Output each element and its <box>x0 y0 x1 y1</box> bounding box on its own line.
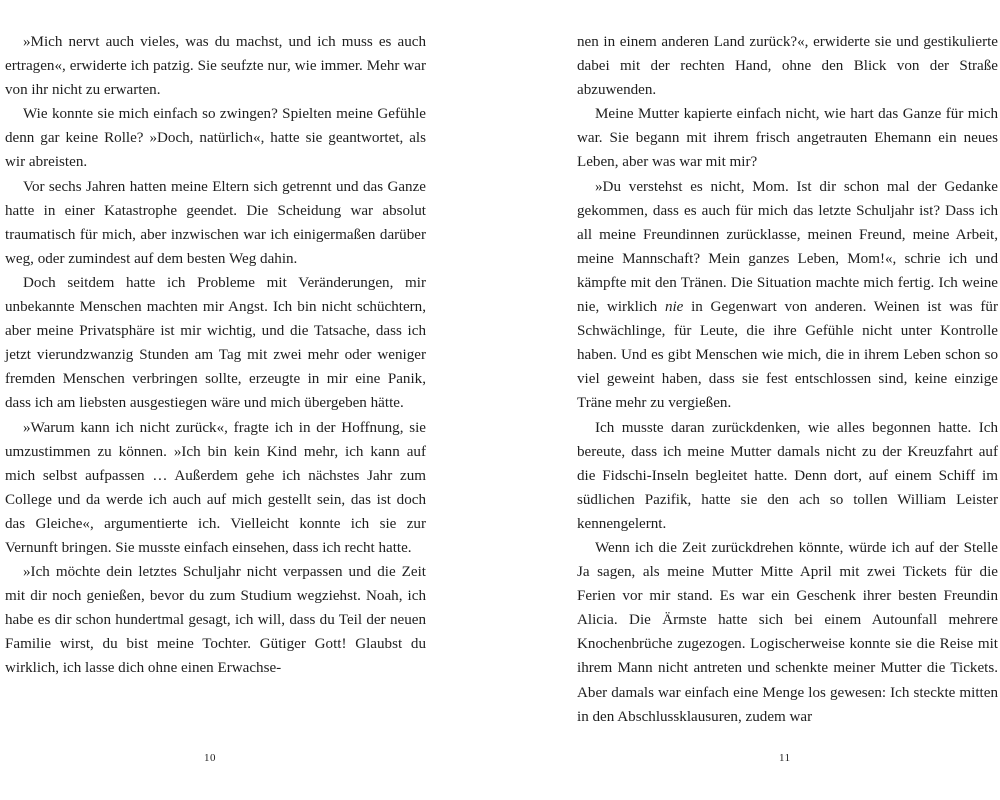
right-paragraph-3: Ich musste daran zurückdenken, wie alles begonnen hatte. Ich bereute, dass ich meine Mutter damals nicht zu der Kreuzfahrt auf die Fidschi-Inseln begleitet hatte. Denn dort, auf einem Schiff im südlichen Pazifik, hatte sie den ach so tollen William Leister kennengelernt. <box>577 419 998 532</box>
left-page <box>5 30 426 730</box>
left-paragraph-6: »Ich möchte dein letztes Schuljahr nicht verpassen und die Zeit mit dir noch genießen, bevor du zum Studium wegziehst. Noah, ich habe es dir schon hundertmal gesagt, ich will, dass du Teil der neuen Familie wirst, du bist meine Tochter. Gütiger Gott! Glaubst du wirklich, ich lasse dich ohne einen Erwachse- <box>5 564 426 677</box>
right-page-number: 11 <box>779 752 791 764</box>
right-page <box>577 30 998 730</box>
left-paragraph-5: »Warum kann ich nicht zurück«, fragte ich in der Hoffnung, sie umzustimmen zu können. »Ich bin kein Kind mehr, ich kann auf mich selbst aufpassen … Außerdem gehe ich nächstes Jahr zum College und da werde ich auch auf mich gestellt sein, das ist doch das Gleiche«, argumentierte ich. Vielleicht konnte ich sie zur Vernunft bringen. Sie musste einfach einsehen, dass ich recht hatte. <box>5 419 426 556</box>
right-paragraph-1: Meine Mutter kapierte einfach nicht, wie hart das Ganze für mich war. Sie begann mit ihrem frisch angetrauten Ehemann ein neues Leben, aber was war mit mir? <box>577 106 998 171</box>
right-paragraph-2-before: »Du verstehst es nicht, Mom. Ist dir schon mal der Gedanke gekommen, dass es auch für mich das letzte Schuljahr ist? Dass ich all meine Freundinnen zurücklasse, meinen Freund, meine Arbeit, meine Mannschaft? Mein ganzes Leben, Mom!«, schrie ich und kämpfte mit den Tränen. Die Situation machte mich fertig. Ich weine nie, wirklich <box>577 178 998 316</box>
emphasis-word: nie <box>664 299 684 316</box>
left-paragraph-3: Vor sechs Jahren hatten meine Eltern sich getrennt und das Ganze hatte in einer Katastrophe geendet. Die Scheidung war absolut traumatisch für mich, aber inzwischen war ich einigermaßen darüber weg, oder zumindest auf dem besten Weg dahin. <box>5 178 426 267</box>
right-paragraph-2 <box>577 175 998 416</box>
left-paragraph-1: »Mich nervt auch vieles, was du machst, und ich muss es auch ertragen«, erwiderte ich patzig. Sie seufzte nur, wie immer. Mehr war von ihr nicht zu erwarten. <box>5 34 426 99</box>
left-paragraph-4: Doch seitdem hatte ich Probleme mit Veränderungen, mir unbekannte Menschen machten mir Angst. Ich bin nicht schüchtern, aber meine Privatsphäre ist mir wichtig, und die Tatsache, dass ich jetzt vierundzwanzig Stunden am Tag mit zwei mehr oder weniger fremden Menschen verbringen sollte, erzeugte in mir eine Panik, dass ich am liebsten ausgestiegen wäre und mich übergeben hätte. <box>5 274 426 412</box>
left-page-number: 10 <box>204 752 216 764</box>
right-paragraph-4: Wenn ich die Zeit zurückdrehen könnte, würde ich auf der Stelle Ja sagen, als meine Mutter Mitte April mit zwei Tickets für die Ferien vor mir stand. Es war ein Geschenk ihrer besten Freundin Alicia. Die Ärmste hatte sich bei einem Autounfall mehrere Knochenbrüche zugezogen. Logischerweise konnte sie die Reise mit ihrem Mann nicht antreten und schenkte meiner Mutter die Tickets. Aber damals war einfach eine Menge los gewesen: Ich steckte mitten in den Abschlussklausuren, zudem war <box>577 539 998 725</box>
right-paragraph-continued: nen in einem anderen Land zurück?«, erwiderte sie und gestikulierte dabei mit der rechten Hand, ohne den Blick von der Straße abzuwenden. <box>577 34 998 99</box>
right-paragraph-2-after: in Gegenwart von anderen. Weinen ist was für Schwächlinge, für Leute, die ihre Gefühle nicht unter Kontrolle haben. Und es gibt Menschen wie mich, die in ihrem Leben schon so viel geweint haben, dass sie fest entschlossen sind, keine einzige Träne mehr zu vergießen. <box>577 299 998 412</box>
left-paragraph-2: Wie konnte sie mich einfach so zwingen? Spielten meine Gefühle denn gar keine Rolle? »Doch, natürlich«, hatte sie geantwortet, als wir abreisten. <box>5 106 426 171</box>
